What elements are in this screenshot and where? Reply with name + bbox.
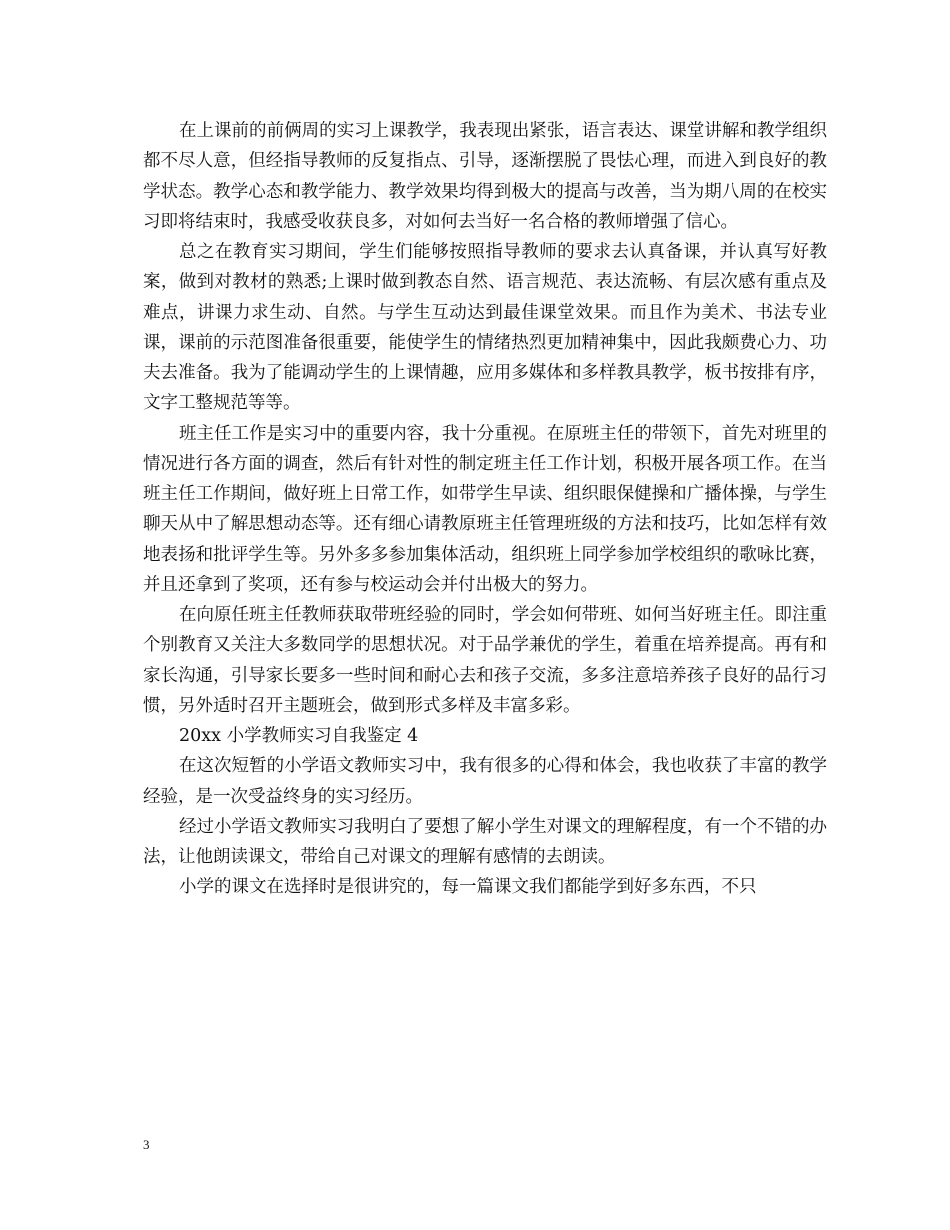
section-heading: 20xx 小学教师实习自我鉴定 4 — [179, 726, 419, 746]
paragraph-lesson-preparation: 总之在教育实习期间，学生们能够按照指导教师的要求去认真备课，并认真写好教案，做到对教材的熟悉;上课时做到教态自然、语言规范、表达流畅、有层次感有重点及难点，讲课力求生动、自然。与学生互动达到最佳课堂效果。而且作为美术、书法专业课，课前的示范图准备很重要，能使学生的情绪热烈更加精神集中，因此我颇费心力、功夫去准备。我为了能调动学生的上课情趣，应用多媒体和多样教具教学，板书按排有序，文字工整规范等等。 — [143, 242, 827, 414]
page-number: 3 — [143, 1137, 150, 1152]
document-body — [143, 116, 827, 903]
paragraph-reading-aloud: 经过小学语文教师实习我明白了要想了解小学生对课文的理解程度，有一个不错的办法，让他朗读课文，带给自己对课文的理解有感情的去朗读。 — [143, 816, 827, 867]
paragraph-class-management: 在向原任班主任教师获取带班经验的同时，学会如何带班、如何当好班主任。即注重个别教育又关注大多数同学的思想状况。对于品学兼优的学生，着重在培养提高。再有和家长沟通，引导家长要多一些时间和耐心去和孩子交流，多多注意培养孩子良好的品行习惯，另外适时召开主题班会，做到形式多样及丰富多彩。 — [143, 605, 827, 716]
paragraph-internship-experience: 在这次短暂的小学语文教师实习中，我有很多的心得和体会，我也收获了丰富的教学经验，是一次受益终身的实习经历。 — [143, 756, 827, 807]
paragraph-class-teacher-work: 班主任工作是实习中的重要内容，我十分重视。在原班主任的带领下，首先对班里的情况进行各方面的调查，然后有针对性的制定班主任工作计划，积极开展各项工作。在当班主任工作期间，做好班上日常工作，如带学生早读、组织眼保健操和广播体操，与学生聊天从中了解思想动态等。还有细心请教原班主任管理班级的方法和技巧，比如怎样有效地表扬和批评学生等。另外多多参加集体活动，组织班上同学参加学校组织的歌咏比赛，并且还拿到了奖项，还有参与校运动会并付出极大的努力。 — [143, 423, 827, 595]
paragraph-textbook-selection: 小学的课文在选择时是很讲究的，每一篇课文我们都能学到好多东西，不只 — [179, 877, 757, 898]
paragraph-teaching-progress: 在上课前的前俩周的实习上课教学，我表现出紧张，语言表达、课堂讲解和教学组织都不尽人意，但经指导教师的反复指点、引导，逐渐摆脱了畏怯心理，而进入到良好的教学状态。教学心态和教学能力、教学效果均得到极大的提高与改善，当为期八周的在校实习即将结束时，我感受收获良多，对如何去当好一名合格的教师增强了信心。 — [143, 121, 827, 232]
